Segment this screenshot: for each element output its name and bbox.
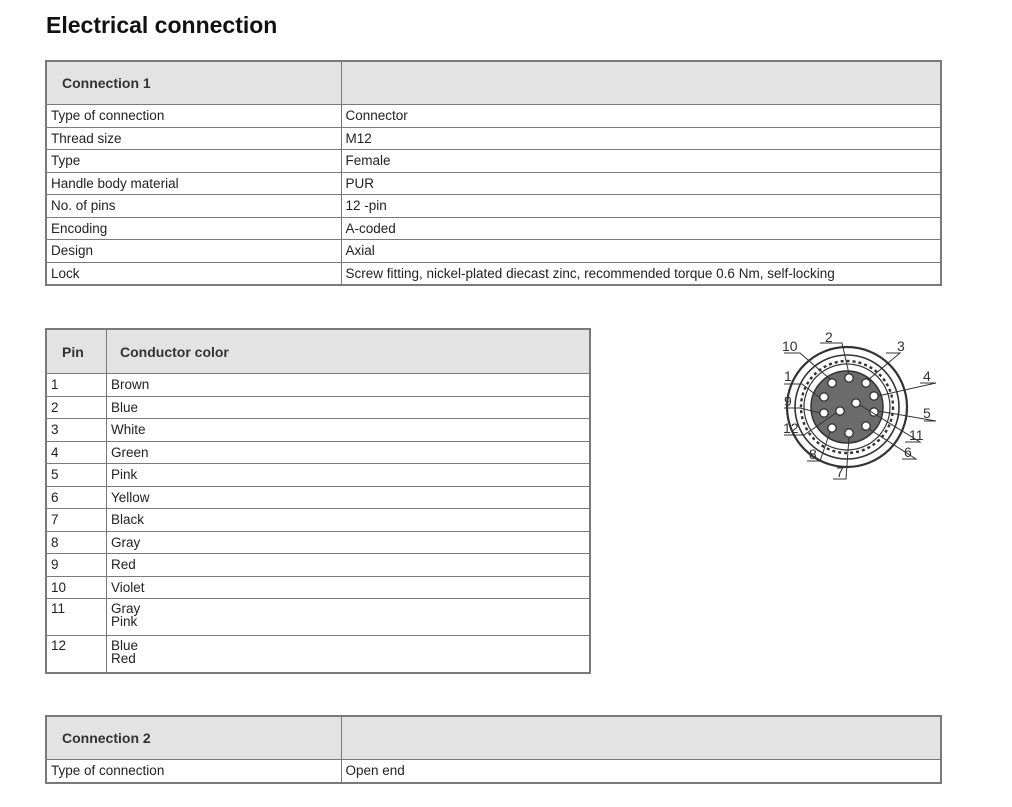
conductor-color: Red (107, 554, 591, 577)
pin-label-11: 11 (909, 427, 924, 443)
row-label: Handle body material (46, 172, 341, 195)
table-row (46, 554, 590, 577)
connection-2-header-value (341, 716, 941, 760)
row-label: Thread size (46, 127, 341, 150)
table-row (46, 195, 941, 218)
conductor-color: Green (107, 441, 591, 464)
pin-number: 8 (46, 531, 107, 554)
pin-number: 10 (46, 576, 107, 599)
pin-label-9: 9 (784, 393, 792, 409)
table-row (46, 760, 941, 783)
table-row (46, 576, 590, 599)
table-row (46, 486, 590, 509)
row-value: PUR (341, 172, 941, 195)
connection-1-header: Connection 1 (46, 61, 341, 105)
pin-column-header: Pin (46, 329, 107, 374)
pin-label-10: 10 (782, 338, 798, 354)
pin-label-12: 12 (783, 420, 799, 436)
conductor-color: Black (107, 509, 591, 532)
pin-label-4: 4 (923, 368, 931, 384)
connector-pinout-diagram (770, 325, 945, 485)
table-row (46, 419, 590, 442)
pin-number: 7 (46, 509, 107, 532)
pin-number: 12 (46, 636, 107, 674)
conductor-color: Gray (107, 531, 591, 554)
row-label: Type (46, 150, 341, 173)
row-label: Encoding (46, 217, 341, 240)
row-value: Connector (341, 105, 941, 128)
connection-2-header: Connection 2 (46, 716, 341, 760)
pin-number: 3 (46, 419, 107, 442)
conductor-color-line: Blue (111, 638, 139, 653)
conductor-color-line: Red (111, 651, 136, 666)
conductor-color: Blue (107, 396, 591, 419)
table-row (46, 105, 941, 128)
pin-label-6: 6 (904, 444, 912, 460)
table-row (46, 127, 941, 150)
table-header-row (46, 716, 941, 760)
row-value: Female (341, 150, 941, 173)
table-header-row (46, 61, 941, 105)
row-value: M12 (341, 127, 941, 150)
pin-number: 6 (46, 486, 107, 509)
table-header-row (46, 329, 590, 374)
pin-label-1: 1 (784, 368, 792, 384)
row-value: A-coded (341, 217, 941, 240)
conductor-color (107, 636, 591, 674)
pin-number: 9 (46, 554, 107, 577)
pin-number: 11 (46, 599, 107, 636)
connection-2-table (45, 715, 942, 784)
conductor-color: Yellow (107, 486, 591, 509)
connection-1-table (45, 60, 942, 286)
conductor-color: Pink (107, 464, 591, 487)
conductor-color: Brown (107, 374, 591, 397)
row-value: Axial (341, 240, 941, 263)
row-value: 12 -pin (341, 195, 941, 218)
conductor-color-column-header: Conductor color (107, 329, 591, 374)
pin-label-3: 3 (897, 338, 905, 354)
conductor-color: Violet (107, 576, 591, 599)
row-label: Type of connection (46, 760, 341, 783)
table-row (46, 172, 941, 195)
conductor-color-line: Gray (111, 601, 141, 616)
table-row (46, 150, 941, 173)
pin-label-5: 5 (923, 405, 931, 421)
table-row (46, 531, 590, 554)
table-row (46, 464, 590, 487)
pin-number: 1 (46, 374, 107, 397)
row-label: No. of pins (46, 195, 341, 218)
row-label: Design (46, 240, 341, 263)
table-row (46, 262, 941, 285)
pin-assignment-table (45, 328, 591, 674)
row-label: Lock (46, 262, 341, 285)
table-row (46, 441, 590, 464)
conductor-color-line: Pink (111, 614, 138, 629)
conductor-color (107, 599, 591, 636)
table-row (46, 217, 941, 240)
pin-label-8: 8 (809, 446, 817, 462)
pin-number: 4 (46, 441, 107, 464)
table-row (46, 396, 590, 419)
pin-number: 5 (46, 464, 107, 487)
connection-1-header-value (341, 61, 941, 105)
row-label: Type of connection (46, 105, 341, 128)
table-row (46, 509, 590, 532)
table-row (46, 374, 590, 397)
table-row (46, 599, 590, 636)
pin-label-7: 7 (836, 464, 844, 480)
row-value: Open end (341, 760, 941, 783)
pin-label-2: 2 (825, 329, 833, 345)
table-row (46, 636, 590, 674)
table-row (46, 240, 941, 263)
row-value: Screw fitting, nickel-plated diecast zinc, recommended torque 0.6 Nm, self-locking (341, 262, 941, 285)
conductor-color: White (107, 419, 591, 442)
page-title: Electrical connection (46, 12, 278, 38)
pin-number: 2 (46, 396, 107, 419)
